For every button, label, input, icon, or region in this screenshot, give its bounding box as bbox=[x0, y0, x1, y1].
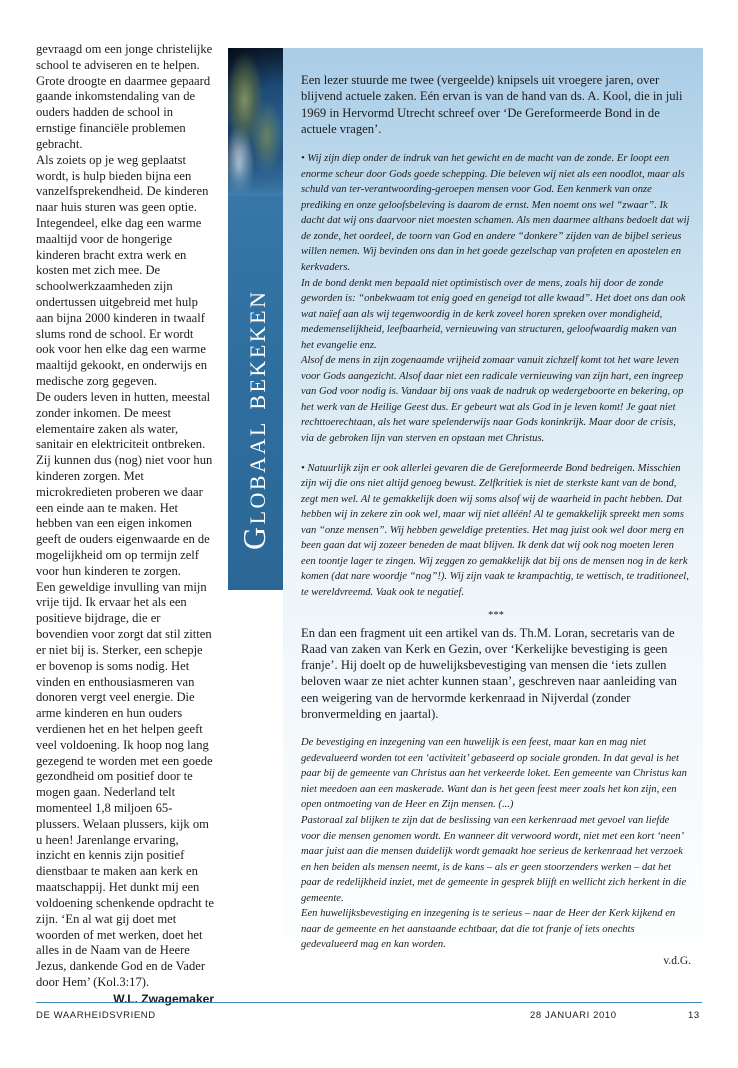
article-intro: Een lezer stuurde me twee (vergeelde) knipsels uit vroegere jaren, over blijvend actuele zaken. Eén ervan is van de hand van ds. A. Kool, die in juli 1969 in Hervormd Utrecht schreef over ‘De Gereformeerde Bond in de actuele vragen’. bbox=[301, 73, 683, 136]
footer-publication: DE WAARHEIDSVRIEND bbox=[36, 1010, 156, 1021]
quote-paragraph: Een huwelijksbevestiging en inzegening is te serieus – naar de Heer der Kerk kijkend en naar de gemeente en het aanstaande echtbaar, dat die tot franje of iets onechts gedevalueerd mag en kan worden. bbox=[301, 908, 676, 951]
quote-block-loran bbox=[301, 735, 691, 953]
section-separator: *** bbox=[488, 609, 504, 621]
section-sidebar bbox=[228, 48, 283, 590]
quote-paragraph: De bevestiging en inzegening van een huwelijk is een feest, maar kan en mag niet gedevalueerd worden tot een ‘activiteit’ gebaseerd op sociale gronden. In dat geval is het paar bij de gemeente van Christus aan het verkeerde loket. Een gemeente van Christus kan niet meedoen aan een maskerade. Want dan is het geen feest meer zoals het kon zijn, een open ontmoeting van de Heer en Zijn mensen. (...) bbox=[301, 737, 687, 811]
footer-rule bbox=[36, 1002, 702, 1003]
section-title: Globaal bekeken bbox=[236, 289, 272, 550]
quote-paragraph: In de bond denkt men bepaald niet optimistisch over de mens, zoals hij door de zonde geworden is: “onbekwaam tot enig goed en geneigd tot alle kwaad”. Het doet ons dan ook wat naïef aan als wij tegenwoordig in de kerk zoveel horen spreken over mondigheid, medemenselijkheid, leefbaarheid, vernieuwing van structuren, geloofwaardig maken van het evangelie enz. bbox=[301, 277, 686, 351]
author-initials: v.d.G. bbox=[663, 954, 691, 967]
quote-block-kool-1 bbox=[301, 151, 691, 446]
article-body bbox=[301, 72, 691, 969]
left-paragraph-1: gevraagd om een jonge christelijke school te adviseren en te helpen. Grote droogte en daarmee gepaard gaande inkomstendaling van de ouders hadden de school in ernstige financiële problemen gebracht. bbox=[36, 42, 213, 151]
quote-paragraph: Pastoraal zal blijken te zijn dat de beslissing van een kerkenraad met gevoel van liefde voor die mensen genomen wordt. En wanneer dit verwoord wordt, niet met een kort ‘neen’ maar juist aan die mensen duidelijk wordt gemaakt hoe serieus de kerkenraad het verzoek en hen beiden als mensen neemt, is de kans – als er geen stoorzenders werken – dat het paar de redelijkheid inziet, met de gemeente in gesprek blijft en wellicht zich herkent in die gemeente. bbox=[301, 815, 687, 904]
article-panel bbox=[283, 48, 703, 990]
quote-block-kool-2 bbox=[301, 461, 691, 601]
left-paragraph-3: De ouders leven in hutten, meestal zonder inkomen. De meest elementaire zaken als water, sanitair en elektriciteit ontbreken. Zij kunnen dus (nog) niet voor hun kinderen zorgen. Met microkredieten proberen we daar een einde aan te maken. Het hebben van een eigen inkomen geeft de ouders eigenwaarde en de mogelijkheid om op termijn zelf voor hun kinderen te zorgen. bbox=[36, 389, 213, 578]
left-column bbox=[36, 42, 214, 1008]
left-paragraph-4: Een geweldige invulling van mijn vrije tijd. Ik ervaar het als een positieve bijdrage, die er bovendien voor zorgt dat stil zitten er niet bij is. Sterker, een schepje er bovenop is soms nodig. Het vinden en enthousiasmeren van donoren vergt veel energie. Die arme kinderen en hun ouders verdienen het en het helpen geeft veel voldoening. Ik hoop nog lang gezegend te worden met een goede gezondheid om positief door te mogen gaan. Nederland telt momenteel 1,8 miljoen 65-plussers. Welaan plussers, kijk om u heen! Jarenlange ervaring, inzicht en kennis zijn positief dienstbaar te maken aan kerk en maatschappij. Het dunkt mij een voldoening schenkende opdracht te zijn. ‘En al wat gij doet met woorden of met werken, doet het alles in de Naam van de Heere Jezus, dankende God en de Vader door Hem’ (Kol.3:17). bbox=[36, 579, 215, 989]
author-signature: W.L. Zwagemaker bbox=[113, 991, 214, 1006]
globe-fade bbox=[228, 48, 283, 196]
page-number: 13 bbox=[688, 1010, 700, 1021]
footer-date: 28 JANUARI 2010 bbox=[530, 1010, 617, 1021]
quote-paragraph: Alsof de mens in zijn zogenaamde vrijheid zomaar vanuit zichzelf komt tot het ware leven voor Gods aangezicht. Alsof daar niet een radicale vernieuwing van zijn hart, een ingreep van God voor nodig is. Vandaar bij ons vaak de nadruk op wedergeboorte en bekering, op het werk van de Heilige Geest dus. Er gebeurt wat als God in je leven komt! Je gaat niet rechttoerechtaan, als het ware spelenderwijs naar Gods koninkrijk. Maar door de crisis, via de gebroken lijn van sterven en opstaan met Christus. bbox=[301, 355, 684, 445]
quote-paragraph: • Wij zijn diep onder de indruk van het gewicht en de macht van de zonde. Er loopt een enorme scheur door Gods goede schepping. Die beleven wij niet als een noodlot, maar als schuld van ter-verantwoording-geroepen mensen voor God. Een kenmerk van onze prediking en onze geloofsbeleving is daarom de ernst. Men noemt ons wel “zwaar”. Ik dacht dat wij ons daarvoor niet moesten schamen. Als men daarmee althans bedoelt dat wij de zonde, het oordeel, de toorn van God en andere “donkere” zijden van de bijbel serieus willen nemen. Wij bevinden ons dan in het goede gezelschap van profeten en apostelen en kerkvaders. bbox=[301, 153, 690, 274]
left-paragraph-2: Als zoiets op je weg geplaatst wordt, is hulp bieden bijna een vanzelfsprekendheid. De kinderen naar huis sturen was geen optie. Integendeel, elke dag een warme maaltijd voor de hongerige kinderen bracht extra werk en kosten met zich mee. De schoolwerkzaamheden zijn ondertussen uitgebreid met hulp aan bijna 2000 kinderen in twaalf slums rond de school. Er wordt ook voor hen elke dag een warme maaltijd gekookt, en onderwijs en medische zorg gegeven. bbox=[36, 152, 209, 389]
quote-paragraph: • Natuurlijk zijn er ook allerlei gevaren die de Gereformeerde Bond bedreigen. Misschien zijn wij die ons niet altijd genoeg bewust. Zelfkritiek is niet de sterkste kant van de bond, zegt men wel. Al te gemakkelijk doen wij soms alsof wij de waarheid in pacht hebben. Dat hebben wij in zekere zin ook wel, maar wij niet alléén! Al te gemakkelijk spreekt men soms van “onze mensen”. Wij hebben geweldige pretenties. Het mag juist ook wel door merg en been gaan dat wij zozeer beneden de maat blijven. Ik denk dat wij ook nog moeten leren een toontje lager te zingen. Wij zeggen zo gemakkelijk dat bij ons de mensen nog in de kerk komen (dat nare woordje “nog”!). Wij zijn vaak te krampachtig, te wettisch, te traditioneel, te wereldvreemd. Vaak ook te negatief. bbox=[301, 462, 689, 598]
article-intro-loran: En dan een fragment uit een artikel van ds. Th.M. Loran, secretaris van de Raad van zaken van Kerk en Gezin, over ‘Kerkelijke bevestiging is geen franje’. Hij doelt op de huwelijksbevestiging van mensen die ‘iets zullen beloven waar ze niet achter kunnen staan’, geschreven naar aanleiding van een weigering van de hervormde kerkenraad in Nijverdal (zonder bronvermelding en jaartal). bbox=[301, 625, 677, 721]
